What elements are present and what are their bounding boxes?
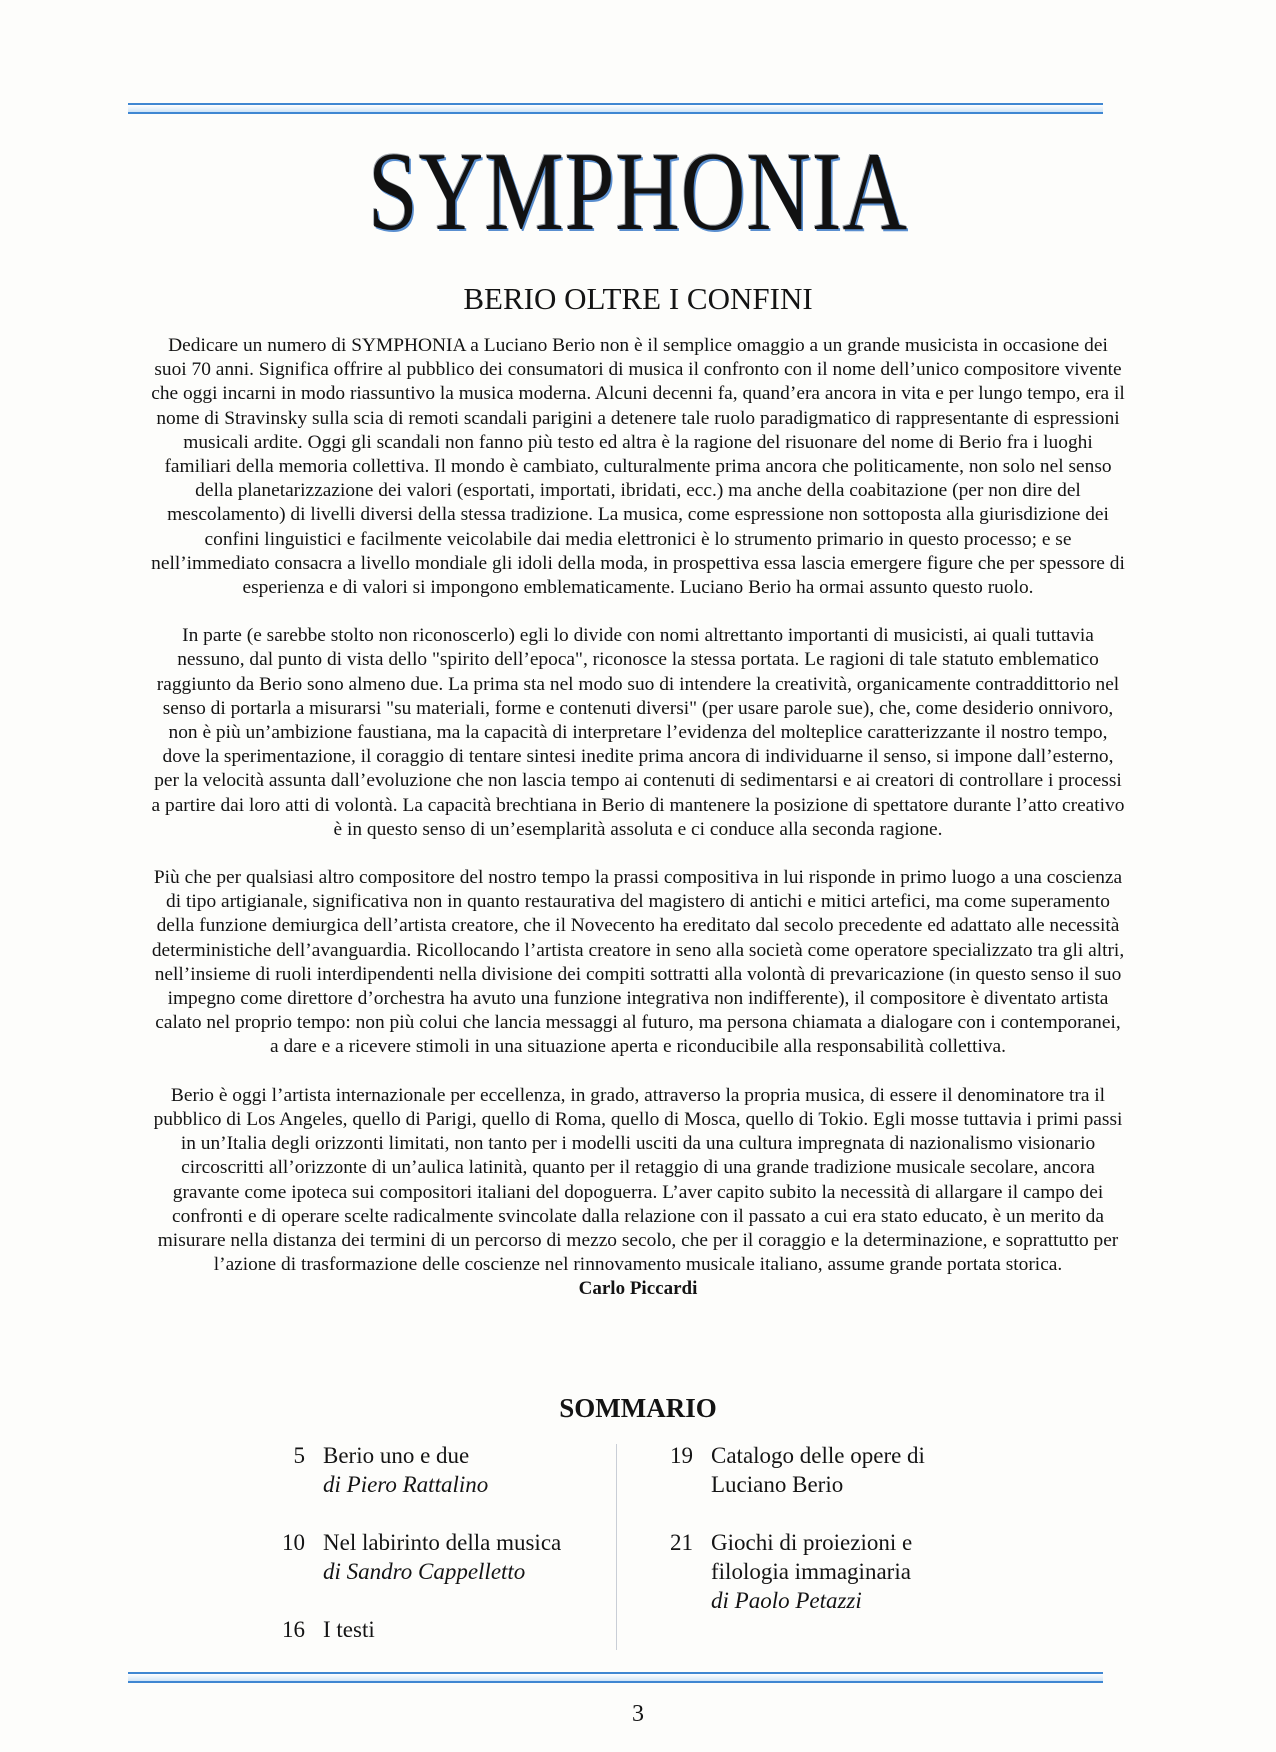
contents-entry-title: I testi [323, 1617, 375, 1642]
contents-entry [255, 1441, 585, 1499]
top-rule [128, 103, 1103, 114]
contents-entry-title: Berio uno e due [323, 1443, 470, 1468]
contents-page-number: 10 [282, 1530, 305, 1555]
contents-entry-title: Catalogo delle opere di Luciano Berio [711, 1443, 925, 1497]
contents-title: SOMMARIO [559, 1393, 717, 1423]
article-title: BERIO OLTRE I CONFINI [463, 281, 813, 316]
contents-entry [643, 1528, 963, 1615]
contents-page-number: 5 [293, 1443, 305, 1468]
article-author: Carlo Piccardi [578, 1278, 698, 1300]
contents-entry [255, 1615, 585, 1644]
contents-entry-author: di Sandro Cappelletto [323, 1559, 526, 1584]
masthead: SYMPHONIA [368, 130, 908, 254]
contents-page-number: 16 [282, 1617, 305, 1642]
contents-entry [255, 1528, 585, 1586]
page-number: 3 [632, 1701, 644, 1727]
article-paragraph: Berio è oggi l’artista internazionale per eccellenza, in grado, attraverso la propria musica, di essere il denominatore tra il pubblico di Los Angeles, quello di Parigi, quello di Roma, quello di Mosca, quello di Tokio. Egli mosse tuttavia i primi passi in un’Italia degli orizzonti limitati, non tanto per i modelli usciti da una cultura impregnata di nazionalismo visionario circoscritti all’orizzonte di un’aulica latinità, quanto per il retaggio di una grande tradizione musicale secolare, ancora gravante come ipoteca sui compositori italiani del dopoguerra. L’aver capito subito la necessità di allargare il campo dei confronti e di operare scelte radicalmente svincolate dalla relazione con il passato a cui era stato educato, è un merito da misurare nella distanza dei termini di un percorso di mezzo secolo, che per il coraggio e la determinazione, e soprattutto per l’azione di trasformazione delle coscienze nel rinnovamento musicale italiano, assume grande portata storica. [153, 1084, 1123, 1276]
contents-page-number: 19 [670, 1443, 693, 1468]
article-body [150, 334, 1126, 1301]
contents-entry-title: Giochi di proiezioni e filologia immaginaria [711, 1530, 913, 1584]
contents-divider [616, 1444, 617, 1650]
contents-entry [643, 1441, 963, 1499]
article-paragraph: Dedicare un numero di SYMPHONIA a Luciano Berio non è il semplice omaggio a un grande musicista in occasione dei suoi 70 anni. Significa offrire al pubblico dei consumatori di musica il confronto con il nome dell’unico compositore vivente che oggi incarni in modo riassuntivo la musica moderna. Alcuni decenni fa, quand’era ancora in vita e per lungo tempo, era il nome di Stravinsky sulla scia di remoti scandali parigini a detenere tale ruolo paradigmatico di rappresentante di espressioni musicali ardite. Oggi gli scandali non fanno più testo ed altra è la ragione del risuonare del nome di Berio fra i luoghi familiari della memoria collettiva. Il mondo è cambiato, culturalmente prima ancora che politicamente, non solo nel senso della planetarizzazione dei valori (esportati, importati, ibridati, ecc.) ma anche della coabitazione (per non dire del mescolamento) di livelli diversi della stessa tradizione. La musica, come espressione non sottoposta alla giurisdizione dei confini linguistici e facilmente veicolabile dai media elettronici è lo strumento primario in questo processo; e se nell’immediato consacra a livello mondiale gli idoli della moda, in prospettiva essa lascia emergere figure che per spessore di esperienza e di valori si impongono emblematicamente. Luciano Berio ha ormai assunto questo ruolo. [151, 335, 1125, 599]
contents-page-number: 21 [670, 1530, 693, 1555]
contents-column-right [643, 1441, 963, 1644]
contents-entry-author: di Paolo Petazzi [711, 1588, 862, 1613]
contents-entry-title: Nel labirinto della musica [323, 1530, 562, 1555]
contents-column-left [255, 1441, 585, 1673]
bottom-rule [128, 1672, 1103, 1683]
article-paragraph: Più che per qualsiasi altro compositore del nostro tempo la prassi compositiva in lui risponde in primo luogo a una coscienza di tipo artigianale, significativa non in quanto restaurativa del magistero di antichi e mitici artefici, ma come superamento della funzione demiurgica dell’artista creatore, che il Novecento ha ereditato dal secolo precedente ed adattato alle necessità deterministiche dell’avanguardia. Ricollocando l’artista creatore in seno alla società come operatore specializzato tra gli altri, nell’insieme di ruoli interdipendenti nella divisione dei compiti sottratti alla volontà di prevaricazione (in questo senso il suo impegno come direttore d’orchestra ha avuto una funzione integrativa non indifferente), il compositore è diventato artista calato nel proprio tempo: non più colui che lancia messaggi al futuro, ma persona chiamata a dialogare con i contemporanei, a dare e a ricevere stimoli in una situazione aperta e riconducibile alla responsabilità collettiva. [151, 867, 1125, 1058]
contents-entry-author: di Piero Rattalino [323, 1472, 489, 1497]
article-paragraph: In parte (e sarebbe stolto non riconoscerlo) egli lo divide con nomi altrettanto importanti di musicisti, ai quali tuttavia nessuno, dal punto di vista dello "spirito dell’epoca", riconosce la stessa portata. Le ragioni di tale statuto emblematico raggiunto da Berio sono almeno due. La prima sta nel modo suo di intendere la creatività, organicamente contraddittorio nel senso di portarla a misurarsi "su materiali, forme e contenuti diversi" (per usare parole sue), che, come desiderio onnivoro, non è più un’ambizione faustiana, ma la capacità di interpretare l’evidenza del molteplice caratterizzante il nostro tempo, dove la sperimentazione, il coraggio di tentare sintesi inedite prima ancora di individuarne il senso, si impone dall’esterno, per la velocità assunta dall’evoluzione che non lascia tempo ai contenuti di sedimentarsi e ai creatori di controllare i processi a partire dai loro atti di volontà. La capacità brechtiana in Berio di mantenere la posizione di spettatore durante l’atto creativo è in questo senso di un’esemplarità assoluta e ci conduce alla seconda ragione. [151, 625, 1125, 840]
